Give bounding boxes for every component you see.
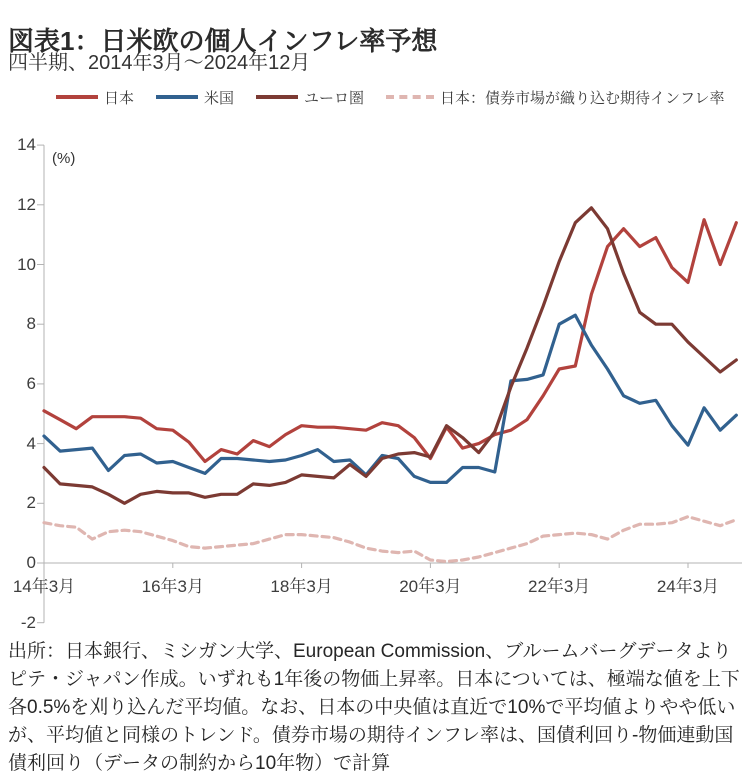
x-axis-tick-label: 24年3月: [656, 577, 720, 596]
legend-label-euro: ユーロ圏: [304, 89, 365, 107]
y-axis-tick-label: 6: [26, 373, 36, 393]
x-axis-tick-label: 18年3月: [270, 577, 333, 596]
source-note: 出所：日本銀行、ミシガン大学、European Commission、ブルームバーグデータよりピテ・ジャパン作成。いずれも1年後の物価上昇率。日本については、極端な値を上下各0.5%を刈り込んだ平均値。なお、日本の中央値は直近で10%で平均値よりやや低いが、平均値と同様のトレンド。債券市場の期待インフレ率は、国債利回り-物価連動国債利回り（データの制約から10年物）で計算: [8, 641, 740, 774]
x-axis-tick-label: 14年3月: [12, 577, 76, 596]
chart-title: 図表1：日米欧の個人インフレ率予想: [8, 26, 438, 57]
x-axis-tick-label: 16年3月: [141, 577, 204, 596]
legend-label-japan-bond-market: 日本：債券市場が織り込む期待インフレ率: [440, 89, 725, 107]
y-axis-tick-label: 0: [26, 553, 36, 572]
y-axis-tick-label: 8: [26, 314, 36, 334]
chart-subtitle: 四半期、2014年3月～2024年12月: [8, 52, 311, 74]
series-line-japan-bond-market: [44, 517, 736, 562]
x-axis-tick-label: 22年3月: [528, 577, 591, 596]
y-axis-tick-label: 10: [17, 254, 36, 274]
y-axis-tick-label: 4: [26, 433, 36, 453]
y-axis-tick-label: 12: [17, 194, 36, 214]
x-axis-tick-label: 20年3月: [399, 577, 462, 596]
y-axis-unit-label: (%): [52, 150, 76, 167]
legend-label-us: 米国: [204, 89, 235, 107]
y-axis-tick-label: -2: [20, 612, 36, 632]
legend-label-japan: 日本: [104, 89, 135, 107]
y-axis-tick-label: 14: [17, 135, 36, 155]
series-line-japan: [44, 220, 736, 462]
y-axis-tick-label: 2: [26, 493, 36, 513]
